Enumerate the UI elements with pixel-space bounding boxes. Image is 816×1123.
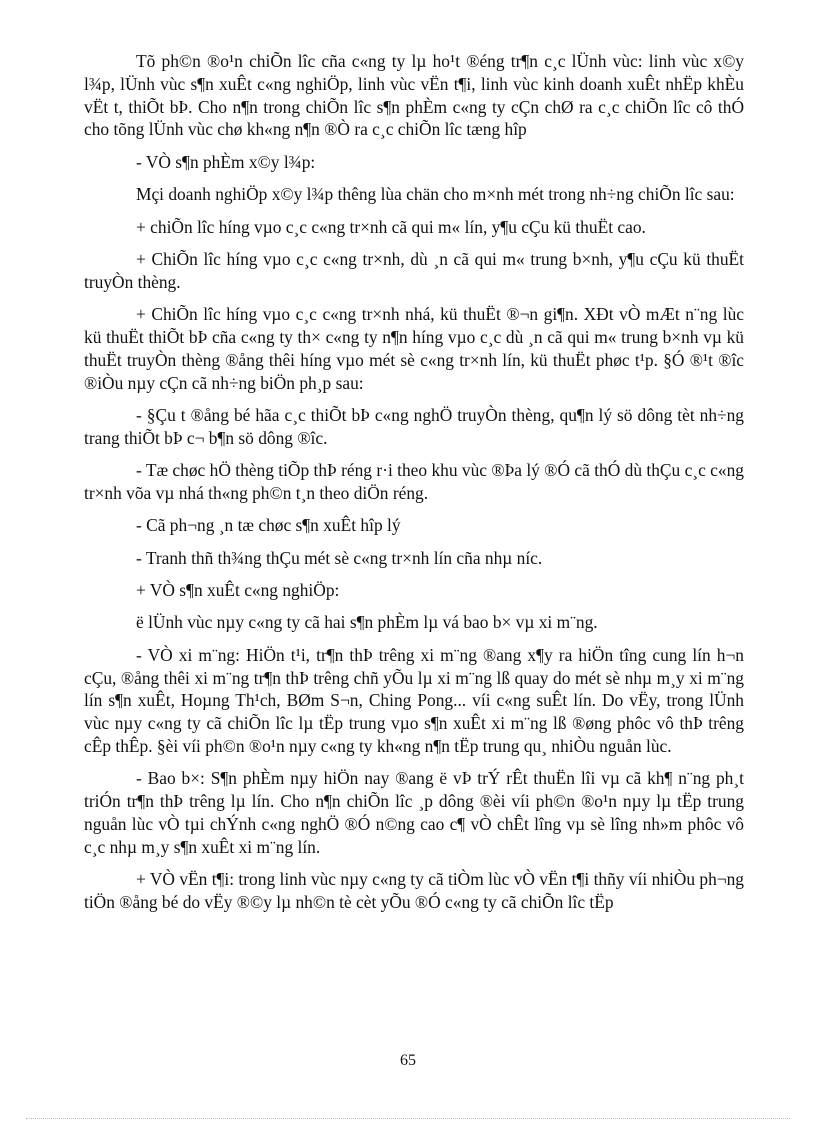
page-bottom-border (26, 1118, 790, 1119)
paragraph-construction-heading: - VÒ s¶n phÈm x©y l¾p: (136, 151, 316, 172)
paragraph-packaging: - Bao b×: S¶n phÈm nµy hiÖn nay ®ang ë vÞ trÝ rÊt thuËn lîi vµ cã kh¶ n¨ng ph¸t triÓn tr¶n thÞ trêng lµ lín. Cho n¶n chiÕn lîc ¸p dông ®èi víi ph©n ®o¹n nµy lµ tËp trung nguån lùc vÒ tµi chÝnh c«ng nghÖ ®Ó n©ng cao c¶ vÒ chÊt lîng vµ sè lîng nh»m phôc vô c¸c nhµ m¸y s¶n xuÊt xi m¨ng lín. (84, 768, 744, 857)
paragraph-strategy-large: + chiÕn lîc híng vµo c¸c c«ng tr×nh cã qui m« lín, y¶u cÇu kü thuËt cao. (136, 216, 646, 237)
paragraph-cement: - VÒ xi m¨ng: HiÖn t¹i, tr¶n thÞ trêng xi m¨ng ®ang x¶y ra hiÖn tîng cung lín h¬n cÇu, ®ång thêi xi m¨ng tr¶n thÞ trêng chñ yÕu lµ xi m¨ng lß quay do mét sè nhµ m¸y xi m¨ng lín s¶n xuÊt, Hoµng Th¹ch, BØm S¬n, Ching Pong... víi c«ng suÊt lín. Do vËy, trong lÜnh vùc nµy c«ng ty cã chiÕn lîc lµ tËp trung vµo s¶n xuÊt xi m¨ng lß ®øng phôc vô thÞ trêng cÊp thÊp. §èi víi ph©n ®o¹n nµy c«ng ty kh«ng n¶n tËp trung qu¸ nhiÒu nguån lùc. (84, 644, 744, 757)
page-number: 65 (400, 1052, 416, 1069)
paragraph-measure-organization: - Cã ph¬ng ¸n tæ chøc s¶n xuÊt hîp lý (136, 515, 401, 536)
paragraph-construction-intro: Mçi doanh nghiÖp x©y l¾p thêng lùa chän cho m×nh mét trong nh÷ng chiÕn lîc sau: (136, 184, 735, 205)
paragraph-strategy-small: + ChiÕn lîc híng vµo c¸c c«ng tr×nh nhá, kü thuËt ®¬n gi¶n. XÐt vÒ mÆt n¨ng lùc kü thuËt thiÕt bÞ cña c«ng ty th× c«ng ty n¶n híng vµo c¸c dù ¸n cã qui m« trung b×nh vµ kü thuËt truyÒn thèng ®ång thêi híng vµo mét sè c«ng tr×nh lín, kü thuËt phøc t¹p. §Ó ®¹t ®îc ®iÒu nµy cÇn cã nh÷ng biÖn ph¸p sau: (84, 304, 744, 393)
paragraph-measure-bidding: - Tranh thñ th¾ng thÇu mét sè c«ng tr×nh lín cña nhµ níc. (136, 547, 543, 568)
paragraph-intro: Tõ ph©n ®o¹n chiÕn lîc cña c«ng ty lµ ho¹t ®éng tr¶n c¸c lÜnh vùc: linh vùc x©y l¾p, lÜnh vùc s¶n xuÊt c«ng nghiÖp, linh vùc vËn t¶i, linh vùc kinh doanh xuÊt nhËp khÈu vËt t, thiÕt bÞ. Cho n¶n trong chiÕn lîc s¶n phÈm c«ng ty cÇn chØ ra c¸c chiÕn lîc cô thÓ cho tõng lÜnh vùc chø kh«ng n¶n ®Ò ra c¸c chiÕn lîc tæng hîp (84, 51, 744, 140)
paragraph-strategy-medium: + ChiÕn lîc híng vµo c¸c c«ng tr×nh, dù ¸n cã qui m« trung b×nh, y¶u cÇu kü thuËt truyÒn thèng. (84, 248, 744, 292)
paragraph-measure-marketing: - Tæ chøc hÖ thèng tiÕp thÞ réng r·i theo khu vùc ®Þa lý ®Ó cã thÓ dù thÇu c¸c c«ng tr×nh võa vµ nhá th«ng ph©n t¸n theo diÖn réng. (84, 460, 744, 503)
paragraph-industry-heading: + VÒ s¶n xuÊt c«ng nghiÖp: (136, 580, 340, 601)
paragraph-measure-investment: - §Çu t ®ång bé hãa c¸c thiÕt bÞ c«ng nghÖ truyÒn thèng, qu¶n lý sö dông tèt nh÷ng trang thiÕt bÞ c¬ b¶n sö dông ®îc. (84, 404, 744, 448)
paragraph-transport: + VÒ vËn t¶i: trong linh vùc nµy c«ng ty cã tiÒm lùc vÒ vËn t¶i thñy víi nhiÒu ph¬ng tiÖn ®ång bé do vËy ®©y lµ nh©n tè cèt yÕu ®Ó c«ng ty cã chiÕn lîc tËp (84, 869, 744, 913)
body-text (84, 50, 744, 923)
paragraph-industry-products: ë lÜnh vùc nµy c«ng ty cã hai s¶n phÈm lµ vá bao b× vµ xi m¨ng. (136, 612, 598, 633)
